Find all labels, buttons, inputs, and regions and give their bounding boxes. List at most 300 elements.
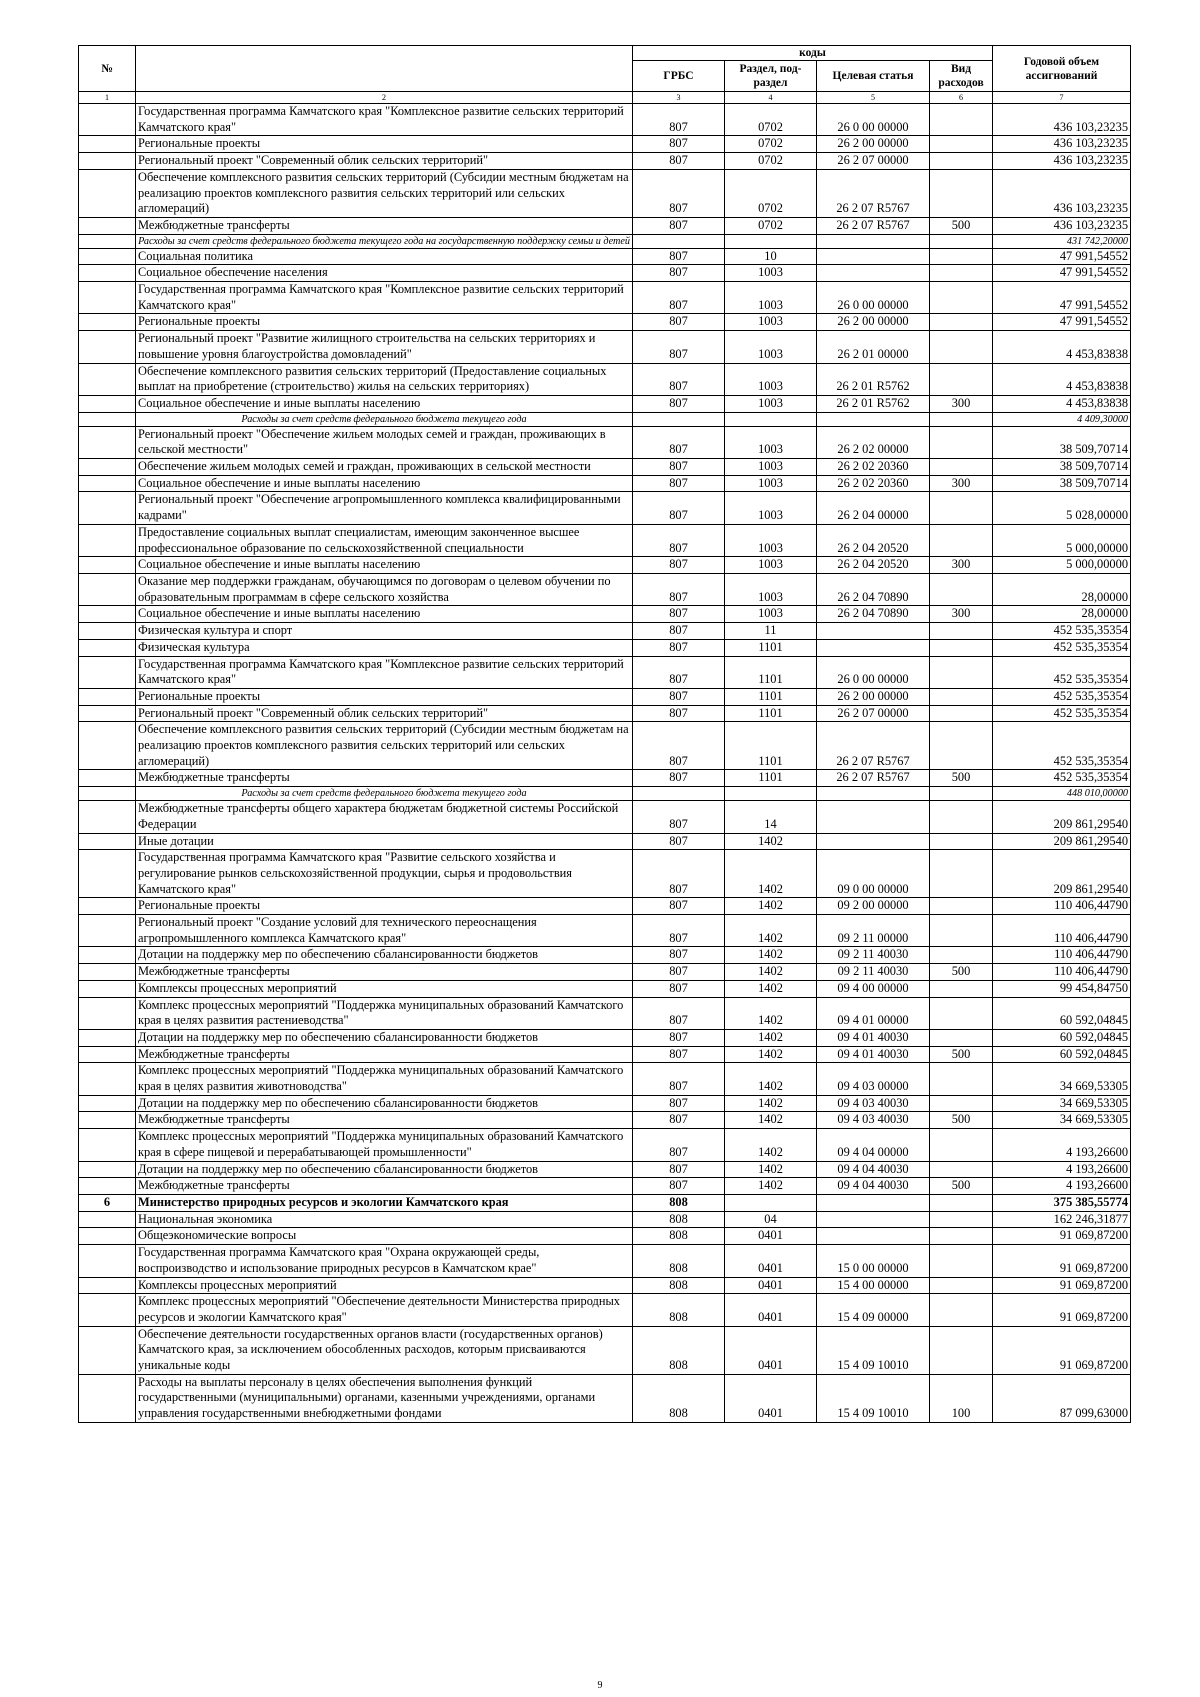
amount-cell: 4 193,26600 xyxy=(993,1161,1131,1178)
row-number-cell xyxy=(79,688,136,705)
row-number-cell xyxy=(79,1178,136,1195)
grbs-cell xyxy=(633,234,725,248)
razdel-cell: 11 xyxy=(725,623,817,640)
grbs-cell: 807 xyxy=(633,153,725,170)
row-number-cell xyxy=(79,997,136,1029)
vid-cell: 100 xyxy=(930,1374,993,1422)
note-row xyxy=(79,787,1131,801)
razdel-cell: 1101 xyxy=(725,705,817,722)
grbs-cell: 807 xyxy=(633,964,725,981)
razdel-cell: 04 xyxy=(725,1211,817,1228)
grbs-cell: 807 xyxy=(633,524,725,556)
item-name: Дотации на поддержку мер по обеспечению сбалансированности бюджетов xyxy=(136,1161,633,1178)
vid-cell xyxy=(930,524,993,556)
vid-cell xyxy=(930,850,993,898)
row-number-cell xyxy=(79,136,136,153)
vid-cell xyxy=(930,1129,993,1161)
table-row xyxy=(79,426,1131,458)
row-number-cell xyxy=(79,475,136,492)
target-cell: 09 4 03 40030 xyxy=(817,1095,930,1112)
item-name: Региональные проекты xyxy=(136,314,633,331)
grbs-cell: 807 xyxy=(633,217,725,234)
vid-cell xyxy=(930,1029,993,1046)
table-row xyxy=(79,1046,1131,1063)
grbs-cell: 807 xyxy=(633,331,725,363)
amount-cell: 60 592,04845 xyxy=(993,997,1131,1029)
razdel-cell: 1003 xyxy=(725,606,817,623)
target-cell: 09 2 11 40030 xyxy=(817,947,930,964)
amount-cell: 38 509,70714 xyxy=(993,459,1131,476)
amount-cell: 209 861,29540 xyxy=(993,833,1131,850)
grbs-cell: 807 xyxy=(633,475,725,492)
table-row xyxy=(79,314,1131,331)
target-cell: 26 0 00 00000 xyxy=(817,656,930,688)
target-cell: 26 2 04 70890 xyxy=(817,573,930,605)
amount-cell: 436 103,23235 xyxy=(993,104,1131,136)
razdel-cell: 1003 xyxy=(725,426,817,458)
razdel-cell: 1402 xyxy=(725,1178,817,1195)
razdel-cell: 1402 xyxy=(725,1029,817,1046)
amount-cell: 99 454,84750 xyxy=(993,980,1131,997)
item-name: Иные дотации xyxy=(136,833,633,850)
target-cell: 09 2 11 40030 xyxy=(817,964,930,981)
amount-cell: 47 991,54552 xyxy=(993,265,1131,282)
vid-cell: 300 xyxy=(930,395,993,412)
grbs-cell: 807 xyxy=(633,1029,725,1046)
item-name: Обеспечение комплексного развития сельских территорий (Субсидии местным бюджетам на реализацию проектов комплексного развития сельских территорий или сельских агломераций) xyxy=(136,169,633,217)
budget-table xyxy=(78,45,1131,1423)
amount-cell: 91 069,87200 xyxy=(993,1228,1131,1245)
table-row xyxy=(79,331,1131,363)
amount-cell: 47 991,54552 xyxy=(993,314,1131,331)
razdel-cell: 1402 xyxy=(725,964,817,981)
amount-cell: 5 028,00000 xyxy=(993,492,1131,524)
amount-cell: 91 069,87200 xyxy=(993,1294,1131,1326)
table-row xyxy=(79,1063,1131,1095)
grbs-cell: 807 xyxy=(633,557,725,574)
razdel-cell: 1402 xyxy=(725,1046,817,1063)
amount-cell: 4 453,83838 xyxy=(993,395,1131,412)
grbs-cell: 807 xyxy=(633,1129,725,1161)
vid-cell xyxy=(930,1245,993,1277)
razdel-cell: 1101 xyxy=(725,722,817,770)
row-number-cell xyxy=(79,722,136,770)
target-cell: 26 2 04 20520 xyxy=(817,524,930,556)
amount-cell: 4 193,26600 xyxy=(993,1129,1131,1161)
item-name: Социальная политика xyxy=(136,248,633,265)
item-name: Обеспечение комплексного развития сельских территорий (Субсидии местным бюджетам на реализацию проектов комплексного развития сельских территорий или сельских агломераций) xyxy=(136,722,633,770)
amount-cell: 110 406,44790 xyxy=(993,947,1131,964)
table-row xyxy=(79,1161,1131,1178)
item-name: Комплексы процессных мероприятий xyxy=(136,980,633,997)
row-number-cell xyxy=(79,104,136,136)
target-cell: 09 4 01 00000 xyxy=(817,997,930,1029)
item-name: Межбюджетные трансферты xyxy=(136,1112,633,1129)
vid-cell xyxy=(930,153,993,170)
grbs-cell: 807 xyxy=(633,688,725,705)
row-number-cell xyxy=(79,1029,136,1046)
row-number-cell xyxy=(79,1374,136,1422)
item-name: Комплекс процессных мероприятий "Поддержка муниципальных образований Камчатского края в целях развития растениеводства" xyxy=(136,997,633,1029)
note-amount: 431 742,20000 xyxy=(993,234,1131,248)
target-cell: 15 4 00 00000 xyxy=(817,1277,930,1294)
vid-cell xyxy=(930,947,993,964)
grbs-cell: 807 xyxy=(633,1063,725,1095)
table-row xyxy=(79,217,1131,234)
item-name: Региональный проект "Современный облик сельских территорий" xyxy=(136,705,633,722)
item-name: Дотации на поддержку мер по обеспечению сбалансированности бюджетов xyxy=(136,1095,633,1112)
header-vid: Вид расходов xyxy=(930,61,993,92)
item-name: Межбюджетные трансферты xyxy=(136,1178,633,1195)
grbs-cell: 807 xyxy=(633,1178,725,1195)
amount-cell: 47 991,54552 xyxy=(993,282,1131,314)
target-cell: 26 2 07 R5767 xyxy=(817,770,930,787)
grbs-cell: 807 xyxy=(633,1112,725,1129)
table-row xyxy=(79,770,1131,787)
vid-cell xyxy=(930,234,993,248)
table-row xyxy=(79,1326,1131,1374)
amount-cell: 5 000,00000 xyxy=(993,524,1131,556)
vid-cell xyxy=(930,1211,993,1228)
row-number-cell xyxy=(79,787,136,801)
amount-cell: 110 406,44790 xyxy=(993,915,1131,947)
razdel-cell: 1402 xyxy=(725,1161,817,1178)
target-cell xyxy=(817,1228,930,1245)
amount-cell: 38 509,70714 xyxy=(993,475,1131,492)
amount-cell: 436 103,23235 xyxy=(993,217,1131,234)
razdel-cell: 1003 xyxy=(725,331,817,363)
table-row xyxy=(79,997,1131,1029)
target-cell: 09 4 01 40030 xyxy=(817,1046,930,1063)
razdel-cell: 0702 xyxy=(725,104,817,136)
grbs-cell: 808 xyxy=(633,1326,725,1374)
target-cell: 09 4 03 40030 xyxy=(817,1112,930,1129)
table-row xyxy=(79,104,1131,136)
razdel-cell: 1402 xyxy=(725,1112,817,1129)
item-name: Региональный проект "Обеспечение агропромышленного комплекса квалифицированными кадрами" xyxy=(136,492,633,524)
table-row xyxy=(79,1029,1131,1046)
razdel-cell: 1003 xyxy=(725,524,817,556)
table-row xyxy=(79,688,1131,705)
item-name: Социальное обеспечение и иные выплаты населению xyxy=(136,606,633,623)
vid-cell xyxy=(930,688,993,705)
target-cell xyxy=(817,787,930,801)
razdel-cell: 0401 xyxy=(725,1245,817,1277)
amount-cell: 28,00000 xyxy=(993,606,1131,623)
target-cell: 26 0 00 00000 xyxy=(817,282,930,314)
target-cell xyxy=(817,248,930,265)
vid-cell xyxy=(930,169,993,217)
item-name: Государственная программа Камчатского края "Комплексное развитие сельских территорий Камчатского края" xyxy=(136,656,633,688)
grbs-cell: 807 xyxy=(633,980,725,997)
vid-cell xyxy=(930,656,993,688)
vid-cell xyxy=(930,980,993,997)
amount-cell: 34 669,53305 xyxy=(993,1063,1131,1095)
row-number-cell xyxy=(79,1129,136,1161)
vid-cell xyxy=(930,915,993,947)
item-name: Межбюджетные трансферты xyxy=(136,1046,633,1063)
vid-cell xyxy=(930,265,993,282)
row-number-cell xyxy=(79,459,136,476)
vid-cell xyxy=(930,898,993,915)
target-cell xyxy=(817,639,930,656)
razdel-cell: 0702 xyxy=(725,217,817,234)
column-number: 2 xyxy=(136,92,633,104)
item-name: Расходы на выплаты персоналу в целях обеспечения выполнения функций государственными (муниципальными) органами, казенными учреждениями, органами управления государственными внебюджетными фондами xyxy=(136,1374,633,1422)
grbs-cell: 807 xyxy=(633,705,725,722)
razdel-cell: 1101 xyxy=(725,770,817,787)
header-razdel: Раздел, под-раздел xyxy=(725,61,817,92)
table-row xyxy=(79,459,1131,476)
item-name: Обеспечение комплексного развития сельских территорий (Предоставление социальных выплат на приобретение (строительство) жилья на сельских территориях) xyxy=(136,363,633,395)
vid-cell: 500 xyxy=(930,1112,993,1129)
target-cell xyxy=(817,1195,930,1212)
vid-cell xyxy=(930,331,993,363)
table-row xyxy=(79,801,1131,833)
row-number-cell xyxy=(79,915,136,947)
grbs-cell: 807 xyxy=(633,770,725,787)
row-number-cell xyxy=(79,1046,136,1063)
row-number-cell xyxy=(79,363,136,395)
grbs-cell: 807 xyxy=(633,606,725,623)
table-row xyxy=(79,475,1131,492)
item-name: Комплекс процессных мероприятий "Поддержка муниципальных образований Камчатского края в целях развития животноводства" xyxy=(136,1063,633,1095)
grbs-cell: 807 xyxy=(633,1095,725,1112)
table-row xyxy=(79,947,1131,964)
row-number-cell xyxy=(79,850,136,898)
amount-cell: 452 535,35354 xyxy=(993,623,1131,640)
table-row xyxy=(79,1374,1131,1422)
amount-cell: 436 103,23235 xyxy=(993,169,1131,217)
row-number-cell xyxy=(79,1277,136,1294)
table-row xyxy=(79,850,1131,898)
target-cell: 26 2 04 00000 xyxy=(817,492,930,524)
grbs-cell xyxy=(633,787,725,801)
note-text: Расходы за счет средств федерального бюджета текущего года xyxy=(136,787,633,801)
amount-cell: 375 385,55774 xyxy=(993,1195,1131,1212)
row-number-cell xyxy=(79,947,136,964)
table-row xyxy=(79,282,1131,314)
vid-cell xyxy=(930,573,993,605)
item-name: Национальная экономика xyxy=(136,1211,633,1228)
target-cell: 26 2 02 20360 xyxy=(817,459,930,476)
table-row xyxy=(79,136,1131,153)
table-row xyxy=(79,606,1131,623)
table-row xyxy=(79,363,1131,395)
razdel-cell: 0401 xyxy=(725,1294,817,1326)
item-name: Физическая культура и спорт xyxy=(136,623,633,640)
table-row xyxy=(79,898,1131,915)
item-name: Физическая культура xyxy=(136,639,633,656)
table-row xyxy=(79,980,1131,997)
amount-cell: 4 193,26600 xyxy=(993,1178,1131,1195)
target-cell: 09 4 01 40030 xyxy=(817,1029,930,1046)
vid-cell xyxy=(930,104,993,136)
grbs-cell: 808 xyxy=(633,1228,725,1245)
table-row xyxy=(79,639,1131,656)
razdel-cell: 0702 xyxy=(725,153,817,170)
row-number-cell xyxy=(79,964,136,981)
row-number-cell xyxy=(79,573,136,605)
row-number-cell xyxy=(79,282,136,314)
grbs-cell: 807 xyxy=(633,265,725,282)
item-name: Государственная программа Камчатского края "Развитие сельского хозяйства и регулирование рынков сельскохозяйственной продукции, сырья и продовольствия Камчатского края" xyxy=(136,850,633,898)
grbs-cell: 807 xyxy=(633,104,725,136)
table-row xyxy=(79,492,1131,524)
grbs-cell: 807 xyxy=(633,314,725,331)
grbs-cell: 808 xyxy=(633,1245,725,1277)
razdel-cell: 1003 xyxy=(725,492,817,524)
amount-cell: 209 861,29540 xyxy=(993,801,1131,833)
item-name: Социальное обеспечение населения xyxy=(136,265,633,282)
grbs-cell: 807 xyxy=(633,1046,725,1063)
amount-cell: 162 246,31877 xyxy=(993,1211,1131,1228)
amount-cell: 436 103,23235 xyxy=(993,136,1131,153)
table-header xyxy=(79,46,1131,104)
grbs-cell: 807 xyxy=(633,722,725,770)
header-name xyxy=(136,46,633,92)
amount-cell: 34 669,53305 xyxy=(993,1112,1131,1129)
target-cell: 26 2 01 R5762 xyxy=(817,395,930,412)
vid-cell xyxy=(930,1195,993,1212)
target-cell: 15 4 09 10010 xyxy=(817,1374,930,1422)
target-cell: 26 2 02 00000 xyxy=(817,426,930,458)
target-cell: 26 2 04 20520 xyxy=(817,557,930,574)
target-cell xyxy=(817,1211,930,1228)
row-number-cell xyxy=(79,492,136,524)
target-cell: 09 4 04 40030 xyxy=(817,1161,930,1178)
row-number-cell xyxy=(79,770,136,787)
item-name: Государственная программа Камчатского края "Комплексное развитие сельских территорий Камчатского края" xyxy=(136,282,633,314)
header-amount: Годовой объем ассигнований xyxy=(993,46,1131,92)
razdel-cell: 1402 xyxy=(725,915,817,947)
row-number-cell xyxy=(79,980,136,997)
budget-table-sheet xyxy=(78,45,1130,1423)
row-number-cell xyxy=(79,1112,136,1129)
razdel-cell: 0401 xyxy=(725,1326,817,1374)
column-number: 3 xyxy=(633,92,725,104)
razdel-cell: 0401 xyxy=(725,1277,817,1294)
target-cell: 26 2 07 00000 xyxy=(817,153,930,170)
item-name: Обеспечение жильем молодых семей и граждан, проживающих в сельской местности xyxy=(136,459,633,476)
row-number-cell xyxy=(79,1326,136,1374)
amount-cell: 60 592,04845 xyxy=(993,1046,1131,1063)
razdel-cell: 1402 xyxy=(725,833,817,850)
grbs-cell: 807 xyxy=(633,656,725,688)
razdel-cell xyxy=(725,787,817,801)
vid-cell xyxy=(930,1161,993,1178)
target-cell: 26 2 00 00000 xyxy=(817,688,930,705)
vid-cell: 500 xyxy=(930,217,993,234)
amount-cell: 5 000,00000 xyxy=(993,557,1131,574)
vid-cell: 500 xyxy=(930,1178,993,1195)
table-row xyxy=(79,915,1131,947)
grbs-cell: 807 xyxy=(633,363,725,395)
table-row xyxy=(79,705,1131,722)
grbs-cell: 808 xyxy=(633,1195,725,1212)
row-number-cell xyxy=(79,1063,136,1095)
row-number-cell: 6 xyxy=(79,1195,136,1212)
note-text: Расходы за счет средств федерального бюджета текущего года на государственную поддержку семьи и детей xyxy=(136,234,633,248)
table-row xyxy=(79,1245,1131,1277)
vid-cell xyxy=(930,426,993,458)
item-name: Дотации на поддержку мер по обеспечению сбалансированности бюджетов xyxy=(136,947,633,964)
table-row xyxy=(79,573,1131,605)
vid-cell xyxy=(930,787,993,801)
table-row xyxy=(79,395,1131,412)
target-cell: 26 2 01 R5762 xyxy=(817,363,930,395)
amount-cell: 452 535,35354 xyxy=(993,770,1131,787)
razdel-cell: 1402 xyxy=(725,1063,817,1095)
table-row xyxy=(79,557,1131,574)
vid-cell xyxy=(930,623,993,640)
grbs-cell: 808 xyxy=(633,1294,725,1326)
target-cell: 26 2 04 70890 xyxy=(817,606,930,623)
grbs-cell: 808 xyxy=(633,1211,725,1228)
row-number-cell xyxy=(79,426,136,458)
razdel-cell xyxy=(725,234,817,248)
target-cell xyxy=(817,833,930,850)
razdel-cell: 1402 xyxy=(725,898,817,915)
vid-cell xyxy=(930,136,993,153)
note-row xyxy=(79,412,1131,426)
item-name: Региональные проекты xyxy=(136,898,633,915)
table-row xyxy=(79,623,1131,640)
amount-cell: 436 103,23235 xyxy=(993,153,1131,170)
vid-cell: 300 xyxy=(930,475,993,492)
grbs-cell: 807 xyxy=(633,850,725,898)
column-number: 7 xyxy=(993,92,1131,104)
item-name: Министерство природных ресурсов и экологии Камчатского края xyxy=(136,1195,633,1212)
razdel-cell: 1101 xyxy=(725,656,817,688)
row-number-cell xyxy=(79,395,136,412)
target-cell: 26 2 00 00000 xyxy=(817,314,930,331)
razdel-cell: 1101 xyxy=(725,688,817,705)
item-name: Государственная программа Камчатского края "Комплексное развитие сельских территорий Камчатского края" xyxy=(136,104,633,136)
amount-cell: 91 069,87200 xyxy=(993,1326,1131,1374)
row-number-cell xyxy=(79,217,136,234)
vid-cell xyxy=(930,248,993,265)
item-name: Межбюджетные трансферты общего характера бюджетам бюджетной системы Российской Федерации xyxy=(136,801,633,833)
header-codes: коды xyxy=(633,46,993,61)
vid-cell xyxy=(930,1095,993,1112)
item-name: Предоставление социальных выплат специалистам, имеющим законченное высшее профессиональное образование по сельскохозяйственной специальности xyxy=(136,524,633,556)
razdel-cell: 1101 xyxy=(725,639,817,656)
amount-cell: 60 592,04845 xyxy=(993,1029,1131,1046)
grbs-cell xyxy=(633,412,725,426)
row-number-cell xyxy=(79,898,136,915)
target-cell xyxy=(817,234,930,248)
razdel-cell: 1003 xyxy=(725,282,817,314)
razdel-cell xyxy=(725,1195,817,1212)
target-cell: 26 2 02 20360 xyxy=(817,475,930,492)
note-amount: 448 010,00000 xyxy=(993,787,1131,801)
grbs-cell: 807 xyxy=(633,1161,725,1178)
item-name: Региональные проекты xyxy=(136,688,633,705)
row-number-cell xyxy=(79,1161,136,1178)
row-number-cell xyxy=(79,248,136,265)
amount-cell: 91 069,87200 xyxy=(993,1245,1131,1277)
item-name: Межбюджетные трансферты xyxy=(136,964,633,981)
table-row xyxy=(79,1112,1131,1129)
target-cell: 26 2 00 00000 xyxy=(817,136,930,153)
row-number-cell xyxy=(79,412,136,426)
vid-cell xyxy=(930,997,993,1029)
amount-cell: 47 991,54552 xyxy=(993,248,1131,265)
razdel-cell: 1402 xyxy=(725,850,817,898)
row-number-cell xyxy=(79,331,136,363)
grbs-cell: 807 xyxy=(633,639,725,656)
